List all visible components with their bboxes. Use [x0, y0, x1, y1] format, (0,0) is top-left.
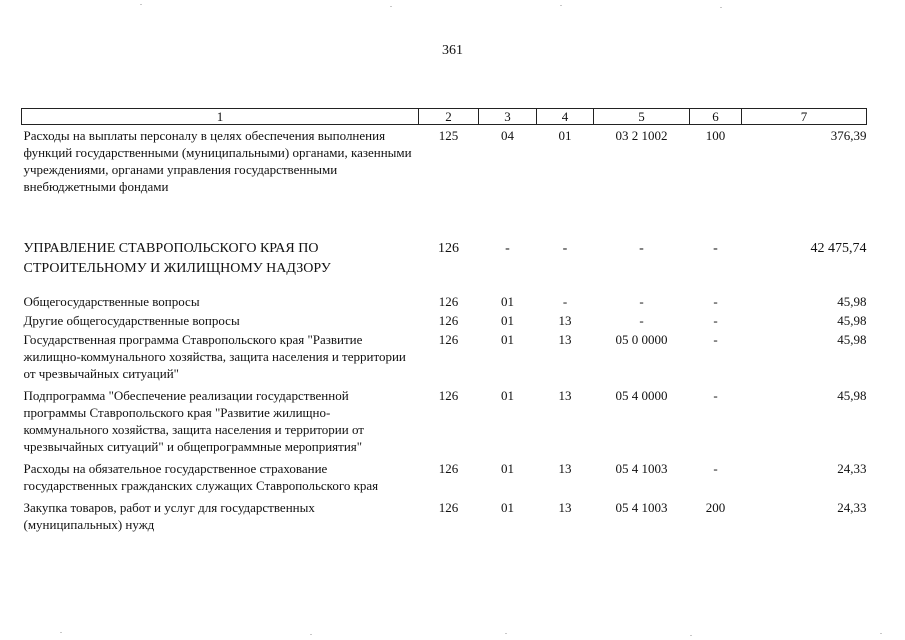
cell-col-6: - — [713, 460, 718, 476]
cell-amount: 45,98 — [837, 387, 867, 403]
cell-amount: 45,98 — [837, 312, 867, 328]
cell-col-5: 05 4 0000 — [615, 387, 668, 403]
cell-col-5: 05 0 0000 — [615, 331, 668, 347]
table-row — [22, 494, 867, 533]
table-row — [22, 310, 867, 329]
cell-col-4: 13 — [558, 460, 572, 476]
scan-speck — [560, 5, 562, 6]
table-row-agency — [22, 215, 867, 279]
row-name: Подпрограмма "Обеспечение реализации государственной программы Ставропольского края "Развитие жилищно-коммунального хозяйства, защита населения и территории от чрезвычайных ситуаций" и общепрограммные мероприятия" — [23, 387, 364, 454]
row-name: Расходы на обязательное государственное страхование государственных гражданских служащих Ставропольского края — [23, 460, 379, 493]
table-row — [22, 382, 867, 455]
cell-col-2: 126 — [438, 312, 459, 328]
scan-speck — [390, 6, 392, 7]
cell-col-4: 01 — [558, 128, 572, 143]
cell-col-5: 05 4 1003 — [615, 460, 668, 476]
cell-col-6: 100 — [705, 128, 726, 143]
cell-col-2: 126 — [438, 499, 459, 515]
cell-col-6: - — [713, 387, 718, 403]
cell-col-6: - — [713, 312, 718, 328]
row-name: Другие общегосударственные вопросы — [23, 312, 240, 328]
cell-col-2: 126 — [438, 460, 459, 476]
cell-col-4: - — [562, 240, 568, 256]
cell-col-3: - — [505, 240, 510, 256]
cell-amount: 376,39 — [830, 128, 867, 143]
cell-col-3: 01 — [501, 499, 514, 515]
cell-col-3: 01 — [501, 387, 514, 403]
column-number-header-row — [22, 109, 867, 125]
cell-col-5: 03 2 1002 — [615, 128, 668, 143]
cell-col-3: 04 — [501, 128, 514, 143]
cell-col-6: 200 — [705, 499, 726, 515]
cell-col-2: 126 — [438, 387, 459, 403]
cell-col-5: 05 4 1003 — [615, 499, 668, 515]
cell-col-2: 126 — [438, 293, 459, 309]
cell-col-6: - — [713, 293, 718, 309]
scan-speck — [140, 4, 142, 5]
row-name: Расходы на выплаты персоналу в целях обеспечения выполнения функций государственными (муниципальными) органами, казенными учреждениями, органами управления государственными внебюджетными фондами — [23, 128, 412, 194]
page-number: 361 — [442, 43, 463, 58]
cell-col-4: 13 — [558, 499, 572, 515]
table-row — [22, 329, 867, 382]
table-row — [22, 279, 867, 310]
column-header-5: 5 — [594, 109, 690, 125]
column-header-7: 7 — [742, 109, 867, 125]
scan-speck — [690, 635, 692, 636]
cell-col-6: - — [713, 240, 718, 256]
cell-col-3: 01 — [501, 312, 514, 328]
cell-col-2: 125 — [438, 128, 459, 143]
cell-amount: 24,33 — [837, 499, 867, 515]
cell-col-2: 126 — [438, 331, 459, 347]
row-name: Государственная программа Ставропольского края "Развитие жилищно-коммунального хозяйства, защита населения и территории от чрезвычайных ситуаций" — [23, 331, 406, 381]
cell-col-4: 13 — [558, 331, 572, 347]
column-header-3: 3 — [479, 109, 537, 125]
cell-amount: 24,33 — [837, 460, 867, 476]
cell-col-5: - — [639, 240, 644, 256]
column-header-1: 1 — [22, 109, 419, 125]
scan-speck — [60, 632, 62, 633]
cell-col-4: - — [562, 293, 568, 309]
row-name: УПРАВЛЕНИЕ СТАВРОПОЛЬСКОГО КРАЯ ПО СТРОИТЕЛЬНОМУ И ЖИЛИЩНОМУ НАДЗОРУ — [23, 240, 331, 276]
cell-col-3: 01 — [501, 293, 514, 309]
cell-col-4: 13 — [558, 312, 572, 328]
cell-col-3: 01 — [501, 331, 514, 347]
scan-speck — [505, 633, 507, 634]
scan-speck — [720, 7, 722, 8]
column-header-6: 6 — [690, 109, 742, 125]
scan-speck — [880, 633, 882, 634]
column-header-2: 2 — [419, 109, 479, 125]
cell-col-5: - — [639, 293, 644, 309]
cell-col-3: 01 — [501, 460, 514, 476]
row-name: Закупка товаров, работ и услуг для государственных (муниципальных) нужд — [23, 499, 315, 532]
cell-amount: 45,98 — [837, 331, 867, 347]
table-row — [22, 455, 867, 494]
scan-speck — [310, 634, 312, 635]
row-name: Общегосударственные вопросы — [23, 293, 200, 309]
budget-table — [21, 108, 867, 533]
cell-col-6: - — [713, 331, 718, 347]
cell-col-5: - — [639, 312, 644, 328]
cell-col-4: 13 — [558, 387, 572, 403]
column-header-4: 4 — [537, 109, 594, 125]
cell-amount: 45,98 — [837, 293, 867, 309]
cell-col-2: 126 — [438, 240, 459, 256]
table-row — [22, 125, 867, 215]
cell-amount: 42 475,74 — [810, 240, 867, 256]
